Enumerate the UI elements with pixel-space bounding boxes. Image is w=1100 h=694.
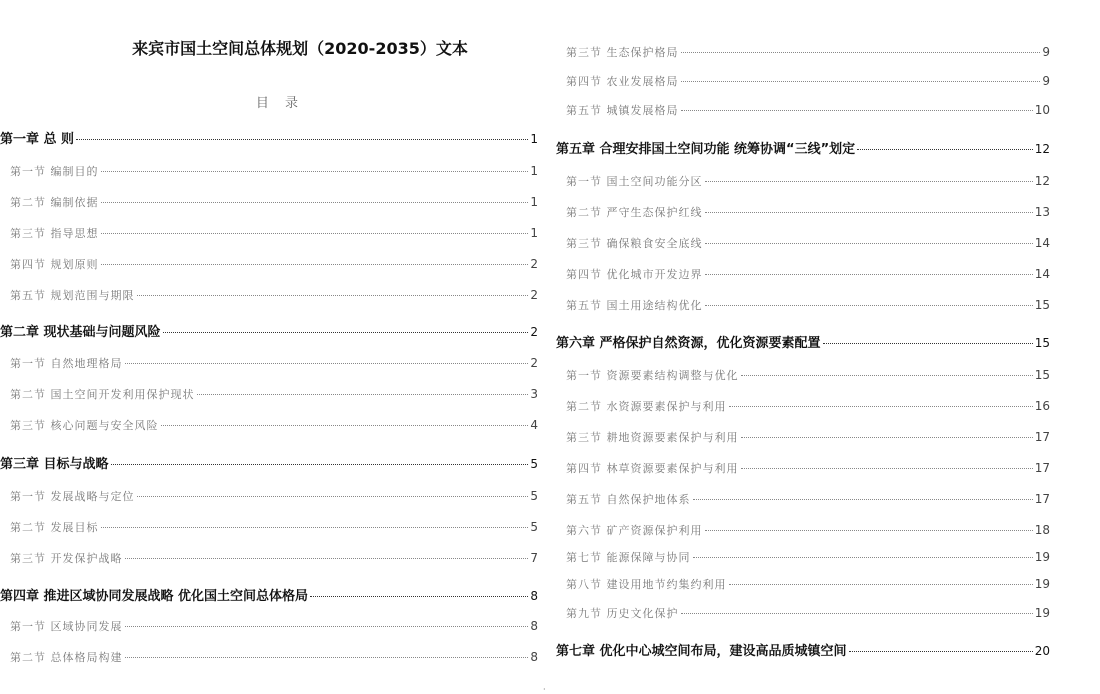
stray-mark: · [543,685,546,694]
toc-leader-dots [101,202,529,203]
toc-page-number: 2 [530,325,538,339]
toc-section-entry[interactable] [566,549,1050,565]
toc-page-number: 8 [530,650,538,664]
toc-entry-label: 第七章 优化中心城空间布局，建设高品质城镇空间 [556,644,847,659]
toc-entry-label: 第一节 发展战略与定位 [10,490,135,503]
toc-page-number: 5 [530,489,538,503]
toc-page-number: 1 [530,164,538,178]
toc-entry-label: 第三节 生态保护格局 [566,46,679,59]
toc-entry-label: 第一节 国土空间功能分区 [566,175,703,188]
toc-leader-dots [76,139,528,140]
toc-leader-dots [111,464,529,465]
toc-section-entry[interactable] [566,429,1050,445]
toc-leader-dots [705,530,1033,531]
toc-page-number: 4 [530,418,538,432]
toc-section-entry[interactable] [10,256,538,272]
toc-page-number: 9 [1042,74,1050,88]
toc-entry-label: 第六章 严格保护自然资源，优化资源要素配置 [556,336,821,351]
toc-page-number: 12 [1034,174,1050,188]
toc-entry-label: 第一节 资源要素结构调整与优化 [566,369,739,382]
toc-section-entry[interactable] [566,398,1050,414]
toc-section-entry[interactable] [566,491,1050,507]
toc-chapter-entry[interactable] [556,138,1050,157]
toc-entry-label: 第一节 区域协同发展 [10,620,123,633]
toc-leader-dots [681,81,1041,82]
toc-leader-dots [125,657,529,658]
toc-section-entry[interactable] [10,287,538,303]
toc-section-entry[interactable] [566,460,1050,476]
toc-section-entry[interactable] [10,550,538,566]
toc-page-number: 19 [1034,550,1050,564]
toc-section-entry[interactable] [566,44,1050,60]
toc-page-number: 1 [530,226,538,240]
toc-entry-label: 第一节 自然地理格局 [10,357,123,370]
toc-chapter-entry[interactable] [0,321,538,340]
toc-entry-label: 第二节 发展目标 [10,521,99,534]
toc-leader-dots [137,295,529,296]
toc-entry-label: 第三章 目标与战略 [0,457,109,472]
toc-section-entry[interactable] [10,488,538,504]
toc-section-entry[interactable] [566,522,1050,538]
toc-page-number: 2 [530,288,538,302]
toc-leader-dots [693,557,1033,558]
toc-page-number: 14 [1034,236,1050,250]
toc-page-number: 16 [1034,399,1050,413]
toc-section-entry[interactable] [566,102,1050,118]
toc-page-number: 5 [530,457,538,471]
toc-entry-label: 第七节 能源保障与协同 [566,551,691,564]
toc-page-number: 7 [530,551,538,565]
toc-entry-label: 第二节 严守生态保护红线 [566,206,703,219]
toc-leader-dots [310,596,528,597]
toc-page-number: 15 [1034,336,1050,350]
toc-heading: 目 录 [255,96,305,111]
toc-leader-dots [857,149,1033,150]
toc-section-entry[interactable] [566,576,1050,592]
toc-section-entry[interactable] [10,194,538,210]
toc-section-entry[interactable] [566,73,1050,89]
toc-entry-label: 第二节 编制依据 [10,196,99,209]
toc-section-entry[interactable] [10,163,538,179]
toc-entry-label: 第八节 建设用地节约集约利用 [566,578,727,591]
toc-entry-label: 第二节 国土空间开发利用保护现状 [10,388,195,401]
toc-leader-dots [101,264,529,265]
toc-entry-label: 第二节 水资源要素保护与利用 [566,400,727,413]
toc-leader-dots [741,437,1033,438]
toc-page-number: 19 [1034,606,1050,620]
toc-section-entry[interactable] [10,618,538,634]
toc-page-number: 8 [530,589,538,603]
toc-section-entry[interactable] [566,204,1050,220]
toc-page-number: 2 [530,356,538,370]
toc-page-number: 13 [1034,205,1050,219]
toc-entry-label: 第三节 确保粮食安全底线 [566,237,703,250]
toc-leader-dots [705,274,1033,275]
toc-page-number: 18 [1034,523,1050,537]
toc-entry-label: 第六节 矿产资源保护利用 [566,524,703,537]
toc-page-number: 15 [1034,298,1050,312]
toc-page-number: 17 [1034,492,1050,506]
toc-page-number: 17 [1034,430,1050,444]
toc-chapter-entry[interactable] [0,585,538,604]
toc-leader-dots [125,363,529,364]
toc-leader-dots [101,527,529,528]
toc-page-number: 20 [1034,644,1050,658]
toc-section-entry[interactable] [566,367,1050,383]
toc-entry-label: 第三节 耕地资源要素保护与利用 [566,431,739,444]
toc-page-number: 15 [1034,368,1050,382]
toc-entry-label: 第四节 林草资源要素保护与利用 [566,462,739,475]
toc-leader-dots [101,171,529,172]
toc-entry-label: 第二章 现状基础与问题风险 [0,325,161,340]
toc-page-number: 12 [1034,142,1050,156]
toc-leader-dots [705,212,1033,213]
toc-page-number: 14 [1034,267,1050,281]
toc-chapter-entry[interactable] [0,128,538,147]
toc-entry-label: 第三节 开发保护战略 [10,552,123,565]
toc-section-entry[interactable] [566,605,1050,621]
toc-page-number: 5 [530,520,538,534]
toc-chapter-entry[interactable] [0,453,538,472]
toc-entry-label: 第三节 核心问题与安全风险 [10,419,159,432]
toc-page-number: 1 [530,132,538,146]
toc-section-entry[interactable] [10,649,538,665]
toc-leader-dots [729,584,1033,585]
document-title: 来宾市国土空间总体规划（2020-2035）文本 [132,39,468,58]
toc-leader-dots [741,468,1033,469]
toc-leader-dots [197,394,529,395]
toc-section-entry[interactable] [10,519,538,535]
toc-section-entry[interactable] [10,225,538,241]
toc-entry-label: 第四节 规划原则 [10,258,99,271]
toc-section-entry[interactable] [566,297,1050,313]
toc-entry-label: 第一节 编制目的 [10,165,99,178]
toc-page-number: 8 [530,619,538,633]
toc-leader-dots [693,499,1033,500]
toc-leader-dots [125,626,529,627]
toc-page-number: 10 [1034,103,1050,117]
toc-leader-dots [681,110,1033,111]
toc-page-number: 3 [530,387,538,401]
toc-leader-dots [137,496,529,497]
toc-leader-dots [163,332,529,333]
toc-leader-dots [161,425,529,426]
toc-entry-label: 第一章 总 则 [0,132,75,147]
toc-section-entry[interactable] [10,417,538,433]
toc-entry-label: 第五节 城镇发展格局 [566,104,679,117]
toc-section-entry[interactable] [566,235,1050,251]
toc-entry-label: 第五节 自然保护地体系 [566,493,691,506]
toc-leader-dots [681,613,1033,614]
toc-section-entry[interactable] [566,173,1050,189]
toc-entry-label: 第四节 农业发展格局 [566,75,679,88]
toc-section-entry[interactable] [10,386,538,402]
toc-entry-label: 第四节 优化城市开发边界 [566,268,703,281]
toc-page-number: 19 [1034,577,1050,591]
toc-leader-dots [681,52,1041,53]
toc-leader-dots [705,181,1033,182]
toc-entry-label: 第五章 合理安排国土空间功能 统筹协调“三线”划定 [556,142,856,157]
toc-leader-dots [823,343,1033,344]
toc-leader-dots [849,651,1033,652]
toc-page-number: 17 [1034,461,1050,475]
toc-leader-dots [125,558,529,559]
toc-entry-label: 第四章 推进区域协同发展战略 优化国土空间总体格局 [0,589,309,604]
toc-entry-label: 第五节 规划范围与期限 [10,289,135,302]
toc-page-number: 2 [530,257,538,271]
toc-leader-dots [101,233,529,234]
toc-page-number: 9 [1042,45,1050,59]
toc-entry-label: 第九节 历史文化保护 [566,607,679,620]
toc-leader-dots [729,406,1033,407]
toc-leader-dots [705,305,1033,306]
toc-page-number: 1 [530,195,538,209]
toc-entry-label: 第二节 总体格局构建 [10,651,123,664]
toc-leader-dots [741,375,1033,376]
toc-section-entry[interactable] [566,266,1050,282]
toc-section-entry[interactable] [10,355,538,371]
toc-chapter-entry[interactable] [556,640,1050,659]
toc-entry-label: 第三节 指导思想 [10,227,99,240]
toc-entry-label: 第五节 国土用途结构优化 [566,299,703,312]
toc-chapter-entry[interactable] [556,332,1050,351]
toc-leader-dots [705,243,1033,244]
